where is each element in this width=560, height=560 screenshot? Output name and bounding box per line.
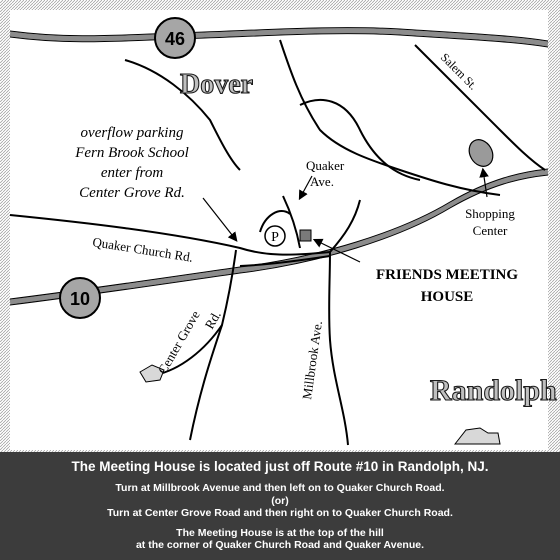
meeting-house-marker — [300, 230, 311, 241]
overflow-note-line4: Center Grove Rd. — [79, 185, 185, 201]
center-grove-rd-label-line2: Rd. — [201, 308, 224, 332]
meeting-house-label-line2: HOUSE — [420, 289, 474, 305]
caption-line-corner: at the corner of Quaker Church Road and Quaker Avenue. — [135, 539, 425, 551]
overflow-note-line1: overflow parking — [80, 125, 184, 141]
route-10-label: 10 — [69, 289, 91, 309]
quaker-ave-label-line2: Ave. — [310, 174, 334, 189]
town-label-randolph: Randolph — [430, 374, 557, 407]
route-46-label: 46 — [164, 29, 186, 49]
shopping-center-label-line1: Shopping — [465, 206, 515, 221]
quaker-ave-label-line1: Quaker — [306, 158, 345, 173]
caption-line-millbrook: Turn at Millbrook Avenue and then left on to Quaker Church Road. — [115, 482, 445, 494]
overflow-note-line3: enter from — [100, 165, 164, 181]
caption-line-or: (or) — [271, 494, 289, 507]
town-label-dover: Dover — [180, 69, 254, 100]
route-46-shield — [155, 18, 195, 58]
quaker-church-rd-label: Quaker Church Rd. — [91, 234, 195, 265]
route-10-shield — [60, 278, 100, 318]
caption-headline: The Meeting House is located just off Route #10 in Randolph, NJ. — [71, 459, 489, 474]
salem-st-label: Salem St. — [437, 50, 481, 93]
center-grove-rd-label-line1: Center Grove — [154, 308, 203, 377]
parking-symbol-label: P — [271, 230, 279, 245]
directions-caption — [0, 452, 560, 560]
shopping-center-label-line2: Center — [472, 223, 508, 238]
millbrook-ave-label: Millbrook Ave. — [299, 319, 325, 401]
meeting-house-label-line1: FRIENDS MEETING — [375, 267, 519, 283]
caption-line-center-grove: Turn at Center Grove Road and then right on to Quaker Church Road. — [107, 507, 453, 519]
caption-line-top-of-hill: The Meeting House is at the top of the hill — [176, 526, 384, 539]
overflow-note-line2: Fern Brook School — [75, 145, 189, 161]
